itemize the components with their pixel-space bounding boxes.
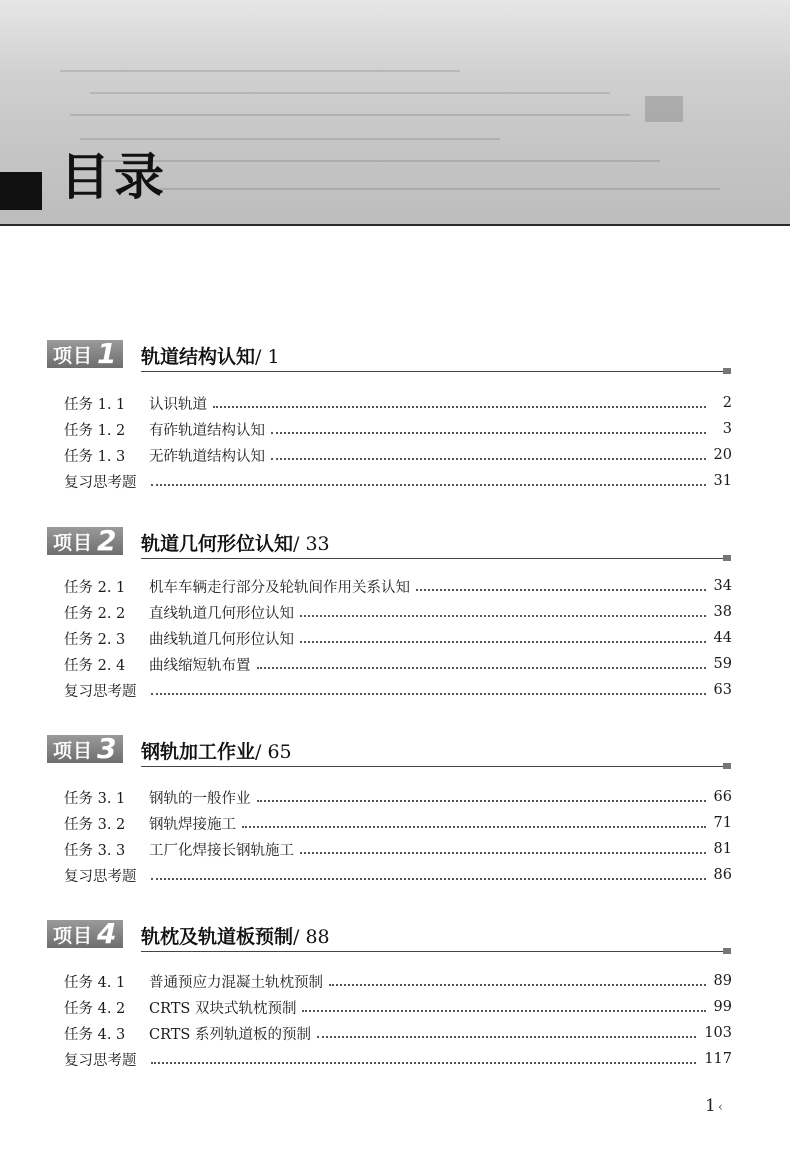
entry-number: 任务 3. 2 (64, 816, 126, 833)
review-label: 复习思考题 (64, 868, 137, 885)
entry-list (64, 784, 732, 888)
entry-page: 66 (713, 789, 732, 805)
entry-label: CRTS 系列轨道板的预制 (149, 1026, 311, 1043)
review-page: 86 (713, 867, 732, 883)
section-title-text: 轨道结构认知 (141, 346, 256, 368)
section-title (141, 922, 330, 949)
section-rule (141, 951, 731, 952)
entry-label: 工厂化焊接长钢轨施工 (149, 842, 294, 859)
toc-entry[interactable] (64, 390, 732, 416)
dot-leader (300, 640, 706, 643)
toc-entry[interactable] (64, 968, 732, 994)
entry-number: 任务 4. 2 (64, 1000, 126, 1017)
section-page: / 1 (255, 346, 280, 368)
entry-number: 任务 4. 3 (64, 1026, 126, 1043)
section-header[interactable] (47, 524, 731, 561)
dot-leader (416, 588, 706, 591)
dot-leader (151, 483, 706, 486)
review-label: 复习思考题 (64, 1052, 137, 1069)
section-badge-word: 项目 (53, 344, 94, 367)
review-page: 31 (713, 473, 732, 489)
entry-label: 钢轨焊接施工 (149, 816, 236, 833)
section-rule (141, 766, 731, 767)
entry-page: 89 (713, 973, 732, 989)
entry-number: 任务 2. 3 (64, 631, 126, 648)
section-badge-number: 4 (97, 917, 117, 950)
dot-leader (300, 614, 706, 617)
section-page: / 88 (293, 926, 330, 948)
review-entry[interactable] (64, 677, 732, 703)
toc-entry[interactable] (64, 1020, 732, 1046)
dot-leader (317, 1035, 696, 1038)
review-label: 复习思考题 (64, 683, 137, 700)
entry-number: 任务 1. 1 (64, 396, 126, 413)
section-title-text: 钢轨加工作业 (141, 741, 256, 763)
section-badge (47, 732, 123, 765)
entry-label: 有砟轨道结构认知 (149, 422, 265, 439)
page-number-text: 1 (705, 1096, 716, 1116)
entry-label: 曲线轨道几何形位认知 (149, 631, 294, 648)
dot-leader (151, 692, 706, 695)
show-through-line (80, 138, 500, 140)
toc-entry[interactable] (64, 810, 732, 836)
page-number (705, 1096, 723, 1116)
section-badge-word: 项目 (53, 924, 94, 947)
entry-number: 任务 2. 2 (64, 605, 126, 622)
toc-entry[interactable] (64, 625, 732, 651)
entry-number: 任务 1. 2 (64, 422, 126, 439)
show-through-line (160, 188, 720, 190)
section-page: / 33 (293, 533, 330, 555)
entry-page: 20 (713, 447, 732, 463)
toc-entry[interactable] (64, 836, 732, 862)
entry-number: 任务 1. 3 (64, 448, 126, 465)
section-page: / 65 (255, 741, 292, 763)
section-title (141, 737, 292, 764)
entry-label: CRTS 双块式轨枕预制 (149, 1000, 297, 1017)
header-rule (0, 224, 790, 226)
show-through-line (60, 70, 460, 72)
show-through-line (100, 160, 660, 162)
entry-page: 2 (722, 395, 732, 411)
section-rule (141, 558, 731, 559)
dot-leader (257, 799, 706, 802)
section-header[interactable] (47, 917, 731, 954)
entry-page: 71 (713, 815, 732, 831)
review-page: 117 (704, 1051, 732, 1067)
section-rule-end (723, 368, 731, 374)
dot-leader (302, 1009, 705, 1012)
section-rule-end (723, 763, 731, 769)
dot-leader (151, 877, 706, 880)
dot-leader (242, 825, 706, 828)
toc-entry[interactable] (64, 784, 732, 810)
toc-entry[interactable] (64, 416, 732, 442)
section-rule-end (723, 948, 731, 954)
review-entry[interactable] (64, 862, 732, 888)
dot-leader (213, 405, 706, 408)
toc-entry[interactable] (64, 573, 732, 599)
entry-number: 任务 3. 3 (64, 842, 126, 859)
toc-entry[interactable] (64, 651, 732, 677)
entry-list (64, 968, 732, 1072)
title-marker (0, 172, 42, 210)
page-title: 目录 (60, 148, 168, 206)
entry-page: 34 (713, 578, 732, 594)
review-entry[interactable] (64, 1046, 732, 1072)
chevron-left-icon: ‹ (717, 1100, 724, 1115)
entry-page: 99 (713, 999, 732, 1015)
show-through-line (90, 92, 610, 94)
entry-number: 任务 4. 1 (64, 974, 126, 991)
section-badge-word: 项目 (53, 531, 94, 554)
entry-page: 59 (713, 656, 732, 672)
show-through-line (70, 114, 630, 116)
section-title-text: 轨道几何形位认知 (141, 533, 294, 555)
entry-number: 任务 2. 1 (64, 579, 126, 596)
entry-number: 任务 3. 1 (64, 790, 126, 807)
section-header[interactable] (47, 732, 731, 769)
entry-label: 无砟轨道结构认知 (149, 448, 265, 465)
entry-page: 38 (713, 604, 732, 620)
review-label: 复习思考题 (64, 474, 137, 491)
dot-leader (300, 851, 706, 854)
section-badge-number: 1 (97, 337, 117, 370)
section-title-text: 轨枕及轨道板预制 (141, 926, 294, 948)
dot-leader (271, 431, 706, 434)
section-badge (47, 524, 123, 557)
entry-page: 44 (713, 630, 732, 646)
show-through-block (645, 96, 683, 122)
entry-list (64, 573, 732, 703)
dot-leader (271, 457, 706, 460)
entry-label: 机车车辆走行部分及轮轨间作用关系认知 (149, 579, 410, 596)
section-rule-end (723, 555, 731, 561)
toc-entry[interactable] (64, 442, 732, 468)
entry-label: 直线轨道几何形位认知 (149, 605, 294, 622)
section-badge-word: 项目 (53, 739, 94, 762)
section-badge (47, 917, 123, 950)
section-rule (141, 371, 731, 372)
entry-label: 认识轨道 (149, 396, 207, 413)
section-badge-number: 2 (97, 524, 117, 557)
section-badge (47, 337, 123, 370)
dot-leader (257, 666, 706, 669)
section-badge-number: 3 (97, 732, 117, 765)
entry-page: 81 (713, 841, 732, 857)
entry-label: 钢轨的一般作业 (149, 790, 251, 807)
entry-page: 3 (722, 421, 732, 437)
entry-number: 任务 2. 4 (64, 657, 126, 674)
review-entry[interactable] (64, 468, 732, 494)
section-header[interactable] (47, 337, 731, 374)
entry-label: 曲线缩短轨布置 (149, 657, 251, 674)
toc-entry[interactable] (64, 599, 732, 625)
section-title (141, 529, 330, 556)
toc-entry[interactable] (64, 994, 732, 1020)
dot-leader (329, 983, 706, 986)
entry-page: 103 (704, 1025, 732, 1041)
dot-leader (151, 1061, 697, 1064)
section-title (141, 342, 280, 369)
entry-list (64, 390, 732, 494)
review-page: 63 (713, 682, 732, 698)
entry-label: 普通预应力混凝土轨枕预制 (149, 974, 323, 991)
